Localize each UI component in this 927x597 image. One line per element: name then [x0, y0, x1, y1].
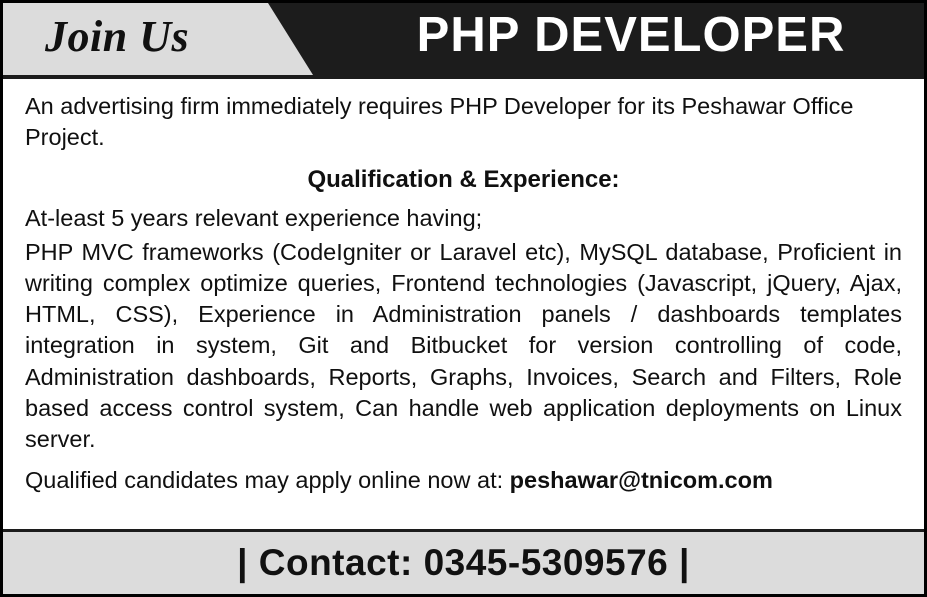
join-us-badge: Join Us: [45, 12, 190, 61]
ad-header: [3, 3, 924, 75]
apply-prefix: Qualified candidates may apply online now at:: [25, 467, 510, 494]
section-heading-qualification: Qualification & Experience:: [307, 165, 620, 193]
apply-line: [25, 465, 902, 496]
page-title: PHP DEVELOPER: [416, 8, 846, 62]
ad-footer: [3, 529, 924, 594]
ad-body: [3, 79, 924, 497]
apply-email[interactable]: peshawar@tnicom.com: [509, 467, 773, 494]
contact-number: | Contact: 0345-5309576 |: [237, 542, 690, 583]
experience-line: At-least 5 years relevant experience having;: [25, 205, 483, 232]
requirements-paragraph: PHP MVC frameworks (CodeIgniter or Laravel etc), MySQL database, Proficient in writing complex optimize queries, Frontend technologies (Javascript, jQuery, Ajax, HTML, CSS), Experience in Administration panels / dashboards templates integration in system, Git and Bitbucket for version controlling of code, Administration dashboards, Reports, Graphs, Invoices, Search and Filters, Role based access control system, Can handle web application deployments on Linux server.: [25, 238, 902, 453]
intro-paragraph: An advertising firm immediately requires PHP Developer for its Peshawar Office Project.: [25, 93, 854, 151]
